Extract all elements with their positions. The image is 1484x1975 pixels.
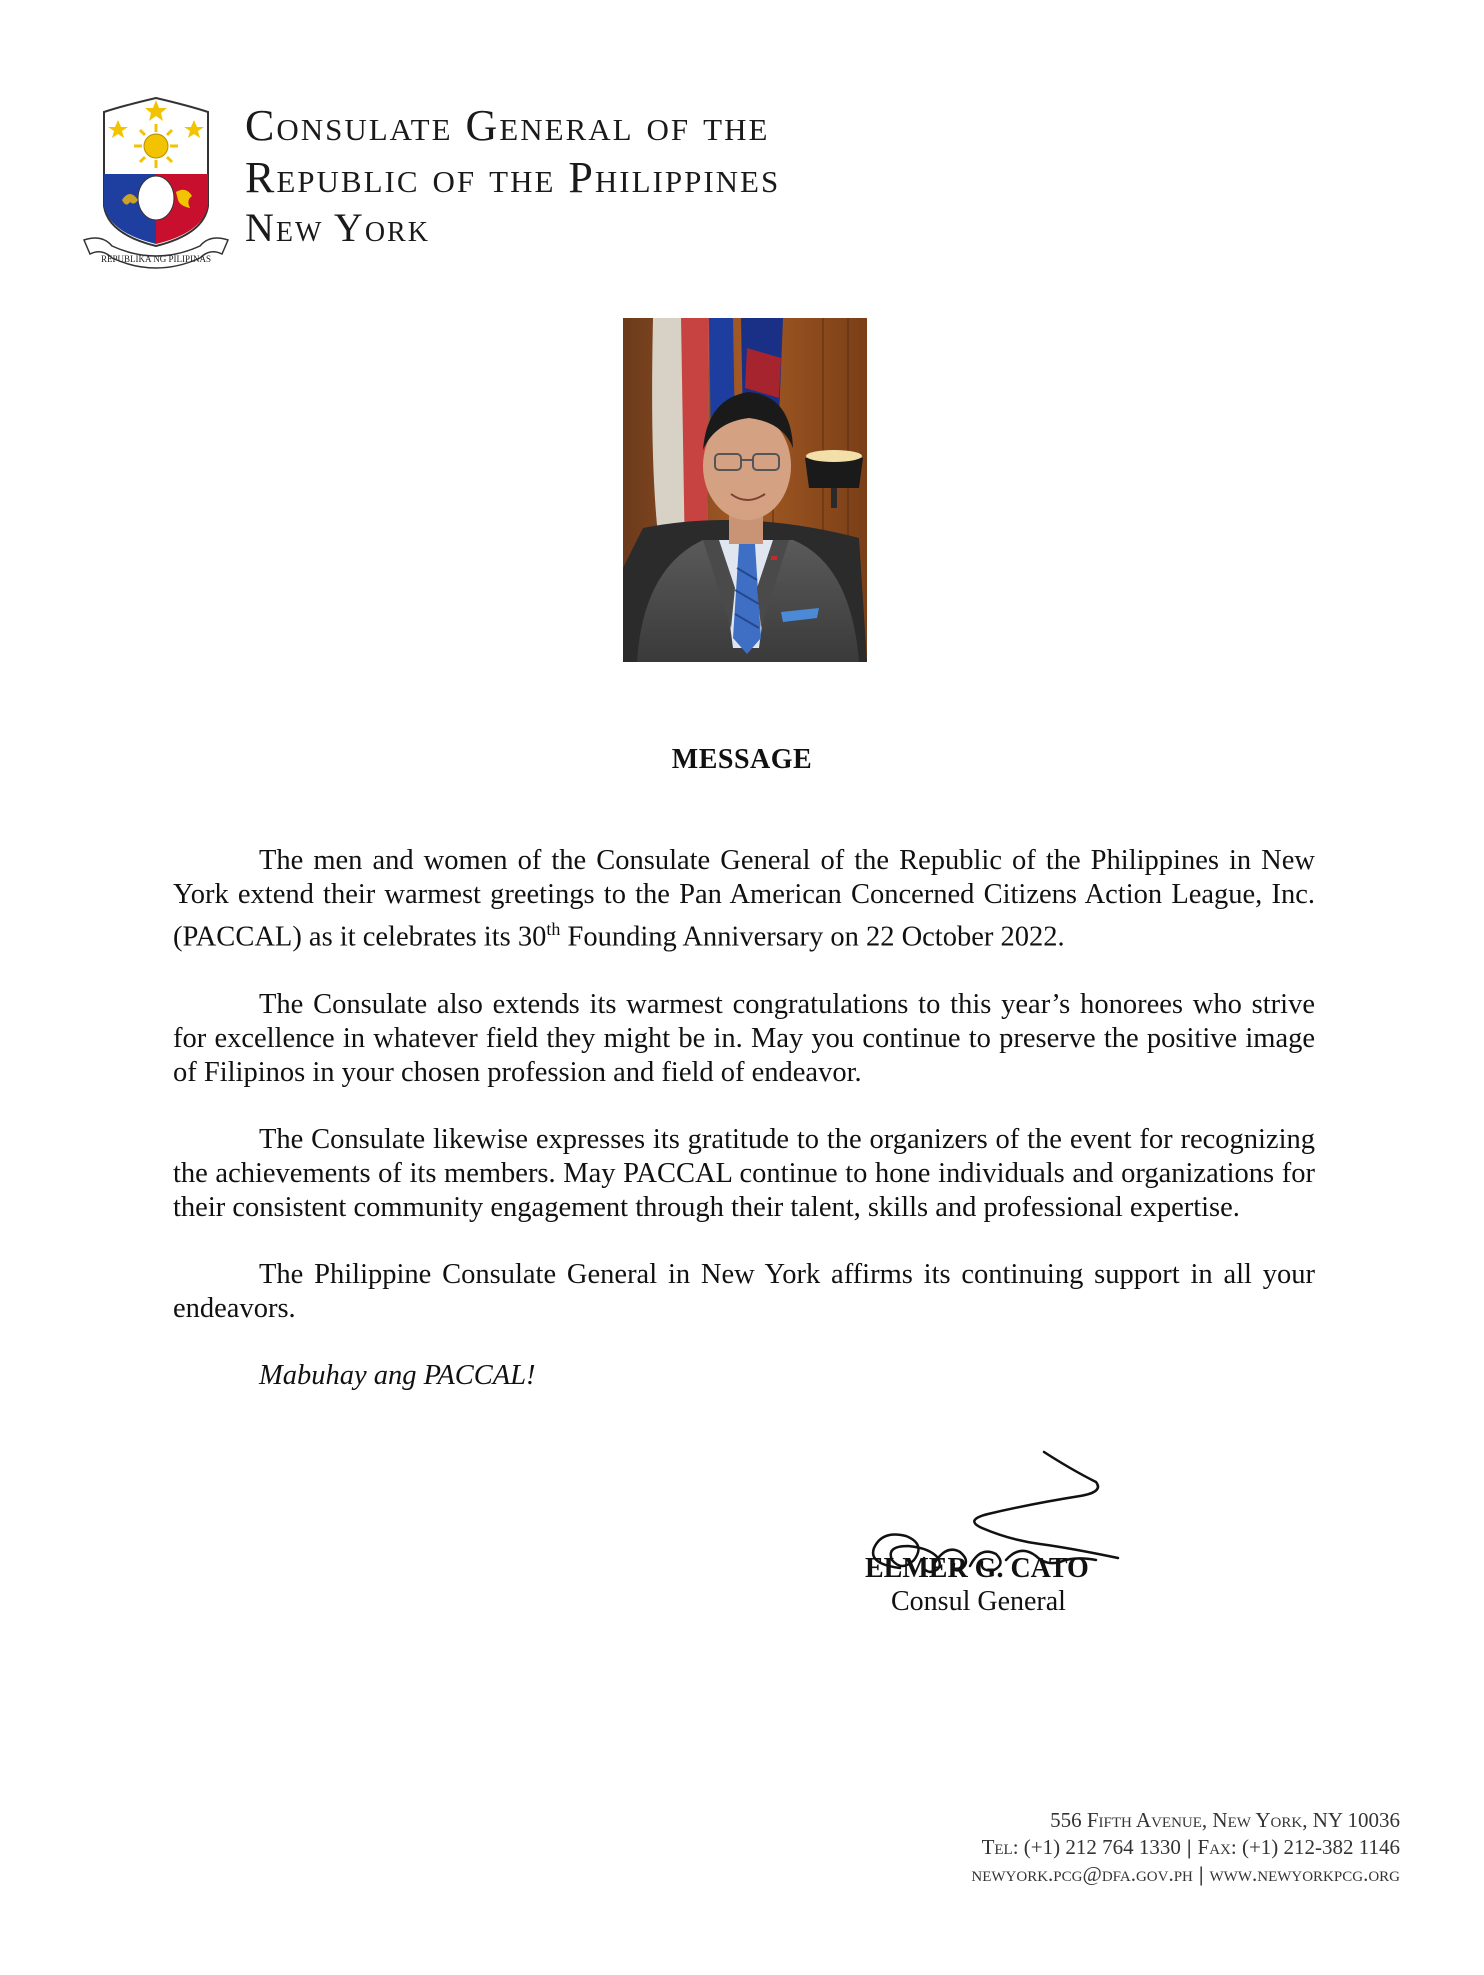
- signatory-title: Consul General: [891, 1586, 1066, 1617]
- letterhead-line-2: Republic of the Philippines: [245, 153, 781, 202]
- paragraph-1-text-b: Founding Anniversary on 22 October 2022.: [560, 921, 1065, 953]
- philippine-coat-of-arms-icon: [82, 88, 230, 274]
- closing-line: Mabuhay ang PACCAL!: [259, 1359, 536, 1391]
- message-body: [173, 844, 1315, 1426]
- footer-phone-line: [971, 1834, 1400, 1861]
- signatory-name: ELMER G. CATO: [865, 1553, 1089, 1584]
- svg-text:REPUBLIKA NG PILIPINAS: REPUBLIKA NG PILIPINAS: [100, 254, 212, 264]
- letterhead: [245, 101, 781, 256]
- footer-web-line: [971, 1861, 1400, 1888]
- portrait-photo: [623, 318, 867, 662]
- paragraph-1: [173, 844, 1315, 955]
- paragraph-1-text-a: The men and women of the Consulate General of the Republic of the Philippines in New York extend their warmest greetings to the Pan American Concerned Citizens Action League, Inc. (PACCAL) as it celebrates its 30: [173, 845, 1315, 953]
- paragraph-4: The Philippine Consulate General in New York affirms its continuing support in all your endeavors.: [173, 1258, 1315, 1324]
- footer-fax: Fax: (+1) 212-382 1146: [1197, 1835, 1400, 1859]
- footer-separator: |: [1186, 1835, 1192, 1859]
- letterhead-line-3: New York: [245, 205, 430, 250]
- footer-tel: Tel: (+1) 212 764 1330: [981, 1835, 1181, 1859]
- message-title: MESSAGE: [671, 744, 813, 775]
- footer-contact: [971, 1807, 1400, 1888]
- paragraph-2: The Consulate also extends its warmest congratulations to this year’s honorees who strive for excellence in whatever field they might be in. May you continue to preserve the positive image of Filipinos in your chosen profession and field of endeavor.: [173, 988, 1315, 1088]
- footer-website-link[interactable]: www.newyorkpcg.org: [1209, 1862, 1400, 1886]
- footer-separator: |: [1198, 1862, 1204, 1886]
- paragraph-3: The Consulate likewise expresses its gratitude to the organizers of the event for recognizing the achievements of its members. May PACCAL continue to hone individuals and organizations for their consistent community engagement through their talent, skills and professional expertise.: [173, 1123, 1315, 1223]
- footer-email-link[interactable]: newyork.pcg@dfa.gov.ph: [971, 1862, 1193, 1886]
- ordinal-suffix: th: [546, 919, 561, 939]
- footer-address: 556 Fifth Avenue, New York, NY 10036: [1050, 1808, 1400, 1832]
- letterhead-line-1: Consulate General of the: [245, 101, 770, 150]
